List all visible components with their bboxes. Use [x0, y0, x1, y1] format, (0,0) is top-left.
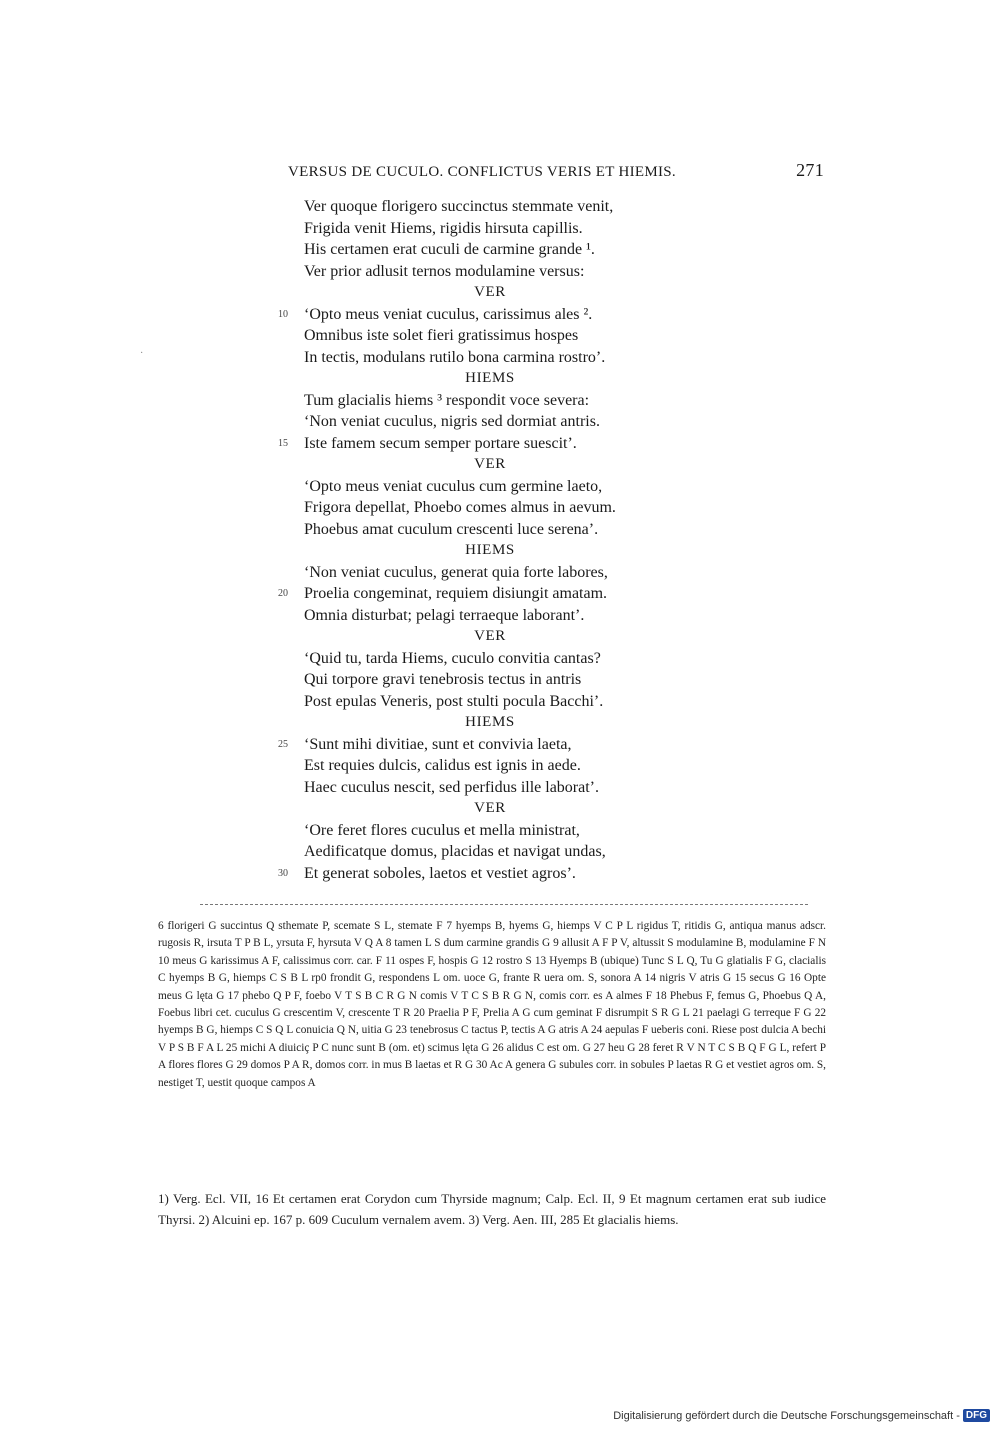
verse-line	[0, 347, 1000, 369]
verse-text: His certamen erat cuculi de carmine grande ¹.	[304, 241, 595, 258]
verse-line	[0, 669, 1000, 691]
verse-text: Qui torpore gravi tenebrosis tectus in antris	[304, 671, 582, 688]
verse-line	[0, 820, 1000, 842]
speaker-heading: VER	[474, 800, 506, 816]
verse-text: Aedificatque domus, placidas et navigat undas,	[304, 843, 606, 860]
verse-text: Haec cuculus nescit, sed perfidus ille laborat’.	[304, 778, 599, 796]
footnote-separator	[200, 904, 808, 905]
source-notes-text: 1) Verg. Ecl. VII, 16 Et certamen erat Corydon cum Thyrside magnum; Calp. Ecl. II, 9 Et magnum certamen erat sub iudice Thyrsi. 2) Alcuini ep. 167 p. 609 Cuculum vernalem avem. 3) Verg. Aen. III, 285 Et glacialis hiems.	[158, 1191, 826, 1227]
verse-line	[0, 691, 1000, 713]
verse-line	[0, 304, 1000, 326]
verse-text: Omnia disturbat; pelagi terraeque laborant’.	[304, 606, 585, 624]
verse-text: ‘Non veniat cuculus, nigris sed dormiat antris.	[304, 413, 600, 430]
speaker-heading: VER	[474, 628, 506, 644]
verse-line	[0, 325, 1000, 347]
verse-line	[0, 411, 1000, 433]
line-number: 30	[278, 867, 288, 879]
speaker-heading: VER	[474, 284, 506, 300]
verse-text: ‘Opto meus veniat cuculus, carissimus ales ².	[304, 305, 593, 323]
verse-line	[0, 519, 1000, 541]
verse-line	[0, 777, 1000, 799]
verse-line	[0, 433, 1000, 455]
verse-text: Proelia congeminat, requiem disiungit amatam.	[304, 585, 608, 602]
verse-text: Est requies dulcis, calidus est ignis in aede.	[304, 757, 581, 774]
verse-text: Ver quoque florigero succinctus stemmate venit,	[304, 198, 614, 215]
verse-line	[0, 648, 1000, 670]
line-number: 15	[278, 437, 288, 449]
verse-line	[0, 218, 1000, 240]
speaker-heading: HIEMS	[465, 542, 515, 558]
verse-text: Ver prior adlusit ternos modulamine versus:	[304, 262, 585, 280]
verse-text: Iste famem secum semper portare suescit’.	[304, 434, 577, 452]
line-number: 25	[278, 738, 288, 750]
verse-text: Tum glacialis hiems ³ respondit voce severa:	[304, 391, 590, 409]
digitization-footer	[613, 1409, 990, 1422]
footer-text: Digitalisierung gefördert durch die Deutsche Forschungsgemeinschaft -	[613, 1409, 960, 1422]
line-number: 10	[278, 308, 288, 320]
page-number: 271	[796, 160, 824, 180]
verse-line	[0, 476, 1000, 498]
verse-text: Phoebus amat cuculum crescenti luce serena’.	[304, 520, 599, 538]
verse-line	[0, 239, 1000, 261]
speaker-heading: HIEMS	[465, 714, 515, 730]
verse-text: ‘Sunt mihi divitiae, sunt et convivia laeta,	[304, 735, 572, 753]
critical-apparatus	[158, 918, 826, 1092]
verse-text: Frigora depellat, Phoebo comes almus in aevum.	[304, 499, 616, 516]
verse-text: Post epulas Veneris, post stulti pocula Bacchi’.	[304, 692, 604, 710]
source-notes	[158, 1188, 826, 1230]
verse-text: ‘Ore feret flores cuculus et mella ministrat,	[304, 821, 580, 839]
verse-text: Omnibus iste solet fieri gratissimus hospes	[304, 327, 579, 344]
verse-line	[0, 261, 1000, 283]
verse-line	[0, 863, 1000, 885]
apparatus-text: 6 florigeri G succintus Q sthemate P, scemate S L, stemate F 7 hyemps B, hyems G, hiemps V C P L rigidus T, ritidis G, antiqua manus adscr. rugosis R, irsuta T P B L, yrsuta F, hyrsuta V Q A 8 tamen L S dum carmine grandis G 9 allusit A F P V, altussit S modulamine B, modulamine F N 10 meus G karissimus A F, calissimus corr. car. F 11 ospes F, hospis G 12 rostro S 13 Hyemps B (ubique) Tunc S L Q, Tu G glatialis F G, clacialis C hyemps B G, hiemps C S B L rp0 frondit G, respondens L om. uoce G, frante R uera om. S, sonora A 14 nigris V atris G 15 secus G 16 Opte meus G lęta G 17 phebo Q P F, foebo V T S B C R G N comis V T C S B R G N, comis corr. es A almes F 18 Phebus F, femus G, Phoebus Q A, Foebus libri cet. cuculus G crescentim V, crescente T R 20 Praelia P F, Prelia A G cum geminat F disrumpit S R G L 21 paelagi G terreque F G 22 hyemps B G, hiemps C S Q L conuicia Q N, uitia G 23 tenebrosus C tactus P, tectis A G atris A 24 aepulas F ueberis coni. Riese post dulcia A bechi V P S B F A L 25 michi A diuiciç P C nunc sunt B (om. et) scimus lęta G 26 alidus C est om. G 27 heu G 28 feret R V N T C S B Q F G L, refert P A flores flores G 29 domos P A R, domos corr. in mus B laetas et R G 30 Ac A genera G subules corr. in sobules P laetas R G et vestiet agros om. S, nestiget T, uestit quoque campos A	[158, 920, 826, 1089]
running-title: VERSUS DE CUCULO. CONFLICTUS VERIS ET HIEMIS.	[288, 164, 676, 180]
verse-line	[0, 583, 1000, 605]
verse-line	[0, 841, 1000, 863]
verse-line	[0, 605, 1000, 627]
line-number: 20	[278, 588, 288, 599]
poem	[0, 196, 1000, 884]
dfg-logo-icon: DFG	[963, 1409, 990, 1422]
verse-text: In tectis, modulans rutilo bona carmina rostro’.	[304, 348, 606, 366]
verse-line	[0, 390, 1000, 412]
verse-line	[0, 734, 1000, 756]
verse-line	[0, 196, 1000, 218]
verse-text: ‘Non veniat cuculus, generat quia forte labores,	[304, 563, 608, 581]
verse-line	[0, 562, 1000, 584]
verse-text: ‘Opto meus veniat cuculus cum germine laeto,	[304, 477, 603, 495]
verse-text: Frigida venit Hiems, rigidis hirsuta capillis.	[304, 219, 583, 237]
speaker-heading: VER	[474, 456, 506, 472]
verse-line	[0, 755, 1000, 777]
speaker-heading: HIEMS	[465, 370, 515, 386]
verse-line	[0, 497, 1000, 519]
margin-mark: ·	[140, 348, 144, 359]
verse-text: ‘Quid tu, tarda Hiems, cuculo convitia cantas?	[304, 649, 601, 667]
verse-text: Et generat soboles, laetos et vestiet agros’.	[304, 864, 576, 882]
